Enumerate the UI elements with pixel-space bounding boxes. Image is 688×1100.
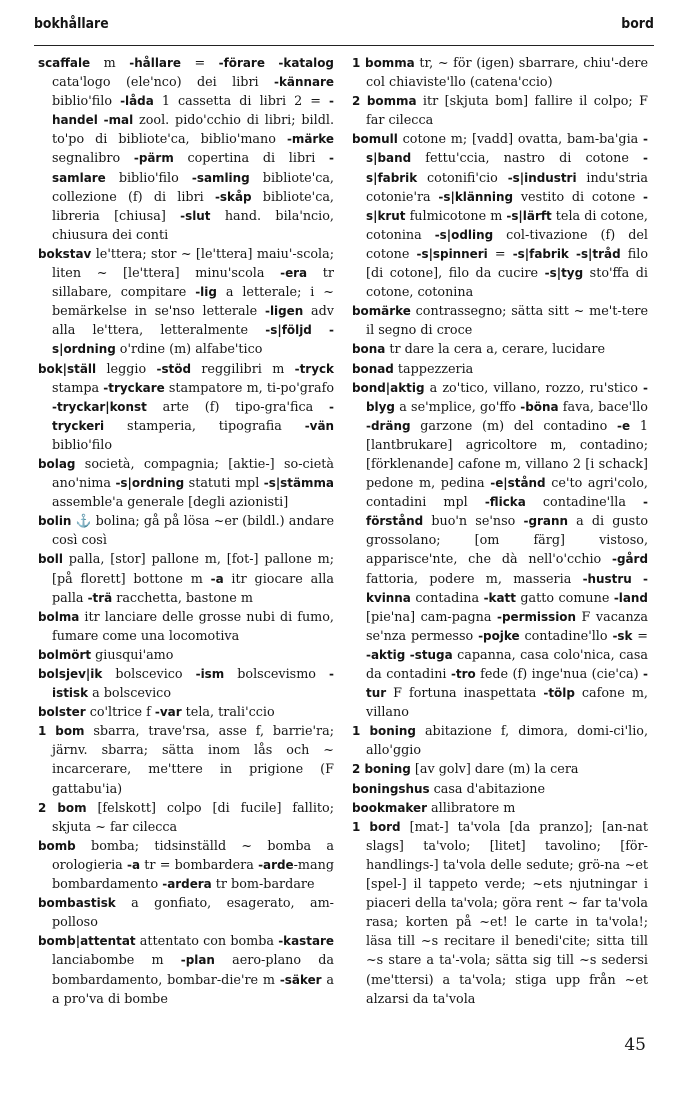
dictionary-entry: 1 bom sbarra, trave'rsa, asse f, barrie'ra; järnv. sbarra; sätta inom lås och ~ incarcerare, me'ttere in prigione (F gattabu'ia) [38,724,335,797]
dictionary-entry: 2 bomma itr [skjuta bom] fallire il colpo; F far cilecca [352,94,648,129]
dictionary-entry: 2 bom [felskott] colpo [di fucile] fallito; skjuta ~ far cilecca [38,800,334,835]
dictionary-entry: scaffale m -hållare = -förare -katalog cata'logo (ele'nco) dei libri -kännare biblio'filo -låda 1 cassetta di libri 2 = -handel -mal zool. pido'cchio di libri; bildl. to'po di bibliote'ca, biblio'mano -märke segnalibro -pärm copertina di libri -samlare biblio'filo -samling bibliote'ca, collezione (f) di libri -skåp bibliote'ca, libreria [chiusa] -slut hand. bila'ncio, chiusura dei conti [38,56,334,243]
dictionary-entry: bok|ställ leggio -stöd reggilibri m -tryck stampa -tryckare stampatore m, ti-po'grafo -tryckar|konst arte (f) tipo-gra'fica -tryckeri stamperia, tipografia -vän biblio'filo [38,361,334,453]
dictionary-entry: bolmört giusqui'amo [38,647,174,663]
dictionary-entry: 2 boning [av golv] dare (m) la cera [352,762,579,778]
dictionary-entry: bolster co'ltrice f -var tela, trali'ccio [38,705,275,721]
dictionary-entry: bolin ⚓ bolina; gå på lösa ~er (bildl.) andare così così [38,514,334,549]
header-last-word: bord [621,16,654,32]
running-header [34,16,654,40]
dictionary-entry: bookmaker allibratore m [352,800,516,816]
dictionary-entry: bond|aktig a zo'tico, villano, rozzo, ru'stico -blyg a se'mplice, go'ffo -böna fava, bace'llo -dräng garzone (m) del contadino -e 1 [lantbrukare] agricoltore m, contadino; [förklenande] cafone m, villano 2 [i schack] pedone m, pedina -e|stånd ce'to agri'colo, contadini mpl -flicka contadine'lla -förstånd buo'n se'nso -grann a di gusto grossolano; [om färg] vistoso, apparisce'nte, che dà nell'o'cchio -gård fattoria, podere m, masseria -hustru -kvinna contadina -katt gatto comune -land [pie'na] cam-pagna -permission F vacanza se'nza permesso -pojke contadine'llo -sk = -aktig -stuga capanna, casa colo'nica, casa da contadini -tro fede (f) inge'nua (cie'ca) -tur F fortuna inaspettata -tölp cafone m, villano [352,380,649,721]
dictionary-entry: bolag società, compagnia; [aktie-] so-cietà ano'nima -s|ordning statuti mpl -s|stämma assemble'a generale [degli azionisti] [38,456,334,511]
header-rule [34,45,654,46]
dictionary-entry: bombastisk a gonfiato, esagerato, am-polloso [38,896,334,931]
dictionary-entry: boll palla, [stor] pallone m, [fot-] pallone m; [på florett] bottone m -a itr giocare alla palla -trä racchetta, bastone m [38,552,334,606]
dictionary-entry: 1 boning abitazione f, dimora, domi-ci'lio, allo'ggio [352,724,648,759]
header-first-word: bokhållare [34,16,109,32]
dictionary-entry: 1 bord [mat-] ta'vola [da pranzo]; [an-nat slags] ta'volo; [litet] tavolino; [för-handlings-] ta'vola delle sedute; grö-na ~et [spel-] il tappeto verde; ~ets njutningar i piaceri della ta'vola; göra rent ~ far ta'vola rasa; korten på ~et! le carte in ta'vola!; läsa till ~s recitare il benedi'cite; sitta till ~s stare a ta'-vola; sätta sig till ~s sedersi (me'ttersi) a ta'vola; stiga upp från ~et alzarsi da ta'vola [352,819,648,1007]
left-column [38,54,334,1009]
dictionary-entry: bolma itr lanciare delle grosse nubi di fumo, fumare come una locomotiva [38,609,334,644]
dictionary-entry: bona tr dare la cera a, cerare, lucidare [352,342,606,358]
dictionary-entry: boningshus casa d'abitazione [352,781,546,797]
dictionary-entry: bomärke contrassegno; sätta sitt ~ me't-tere il segno di croce [352,304,648,339]
right-column [352,54,648,1009]
dictionary-entry: bomb|attentat attentato con bomba -kastare lanciabombe m -plan aero-plano da bombardamento, bombar-die're m -säker a a pro'va di bombe [38,934,334,1007]
dictionary-entry: bomull cotone m; [vadd] ovatta, bam-ba'gia -s|band fettu'ccia, nastro di cotone -s|fabrik cotonifi'cio -s|industri indu'stria cotonie'ra -s|klänning vestito di cotone -s|krut fulmicotone m -s|lärft tela di cotone, cotonina -s|odling col-tivazione (f) del cotone -s|spinneri = -s|fabrik -s|tråd filo [di cotone], filo da cucire -s|tyg sto'ffa di cotone, cotonina [352,132,649,301]
dictionary-entry: bonad tappezzeria [352,361,474,377]
dictionary-entry: 1 bomma tr, ~ för (igen) sbarrare, chiu'-dere col chiaviste'llo (catena'ccio) [352,56,648,91]
dictionary-entry: bomb bomba; tidsinställd ~ bomba a orologieria -a tr = bombardera -arde-mang bombardamento -ardera tr bom-bardare [38,838,334,893]
page-number: 45 [624,1035,646,1055]
dictionary-entry: bolsjev|ik bolscevico -ism bolscevismo -istisk a bolscevico [38,667,334,702]
dictionary-entry: bokstav le'ttera; stor ~ [le'ttera] maiu'-scola; liten ~ [le'ttera] minu'scola -era tr sillabare, compitare -lig a letterale; i ~ bemärkelse in se'nso letterale -ligen adv alla le'ttera, letteralmente -s|följd -s|ordning o'rdine (m) alfabe'tico [38,246,334,358]
